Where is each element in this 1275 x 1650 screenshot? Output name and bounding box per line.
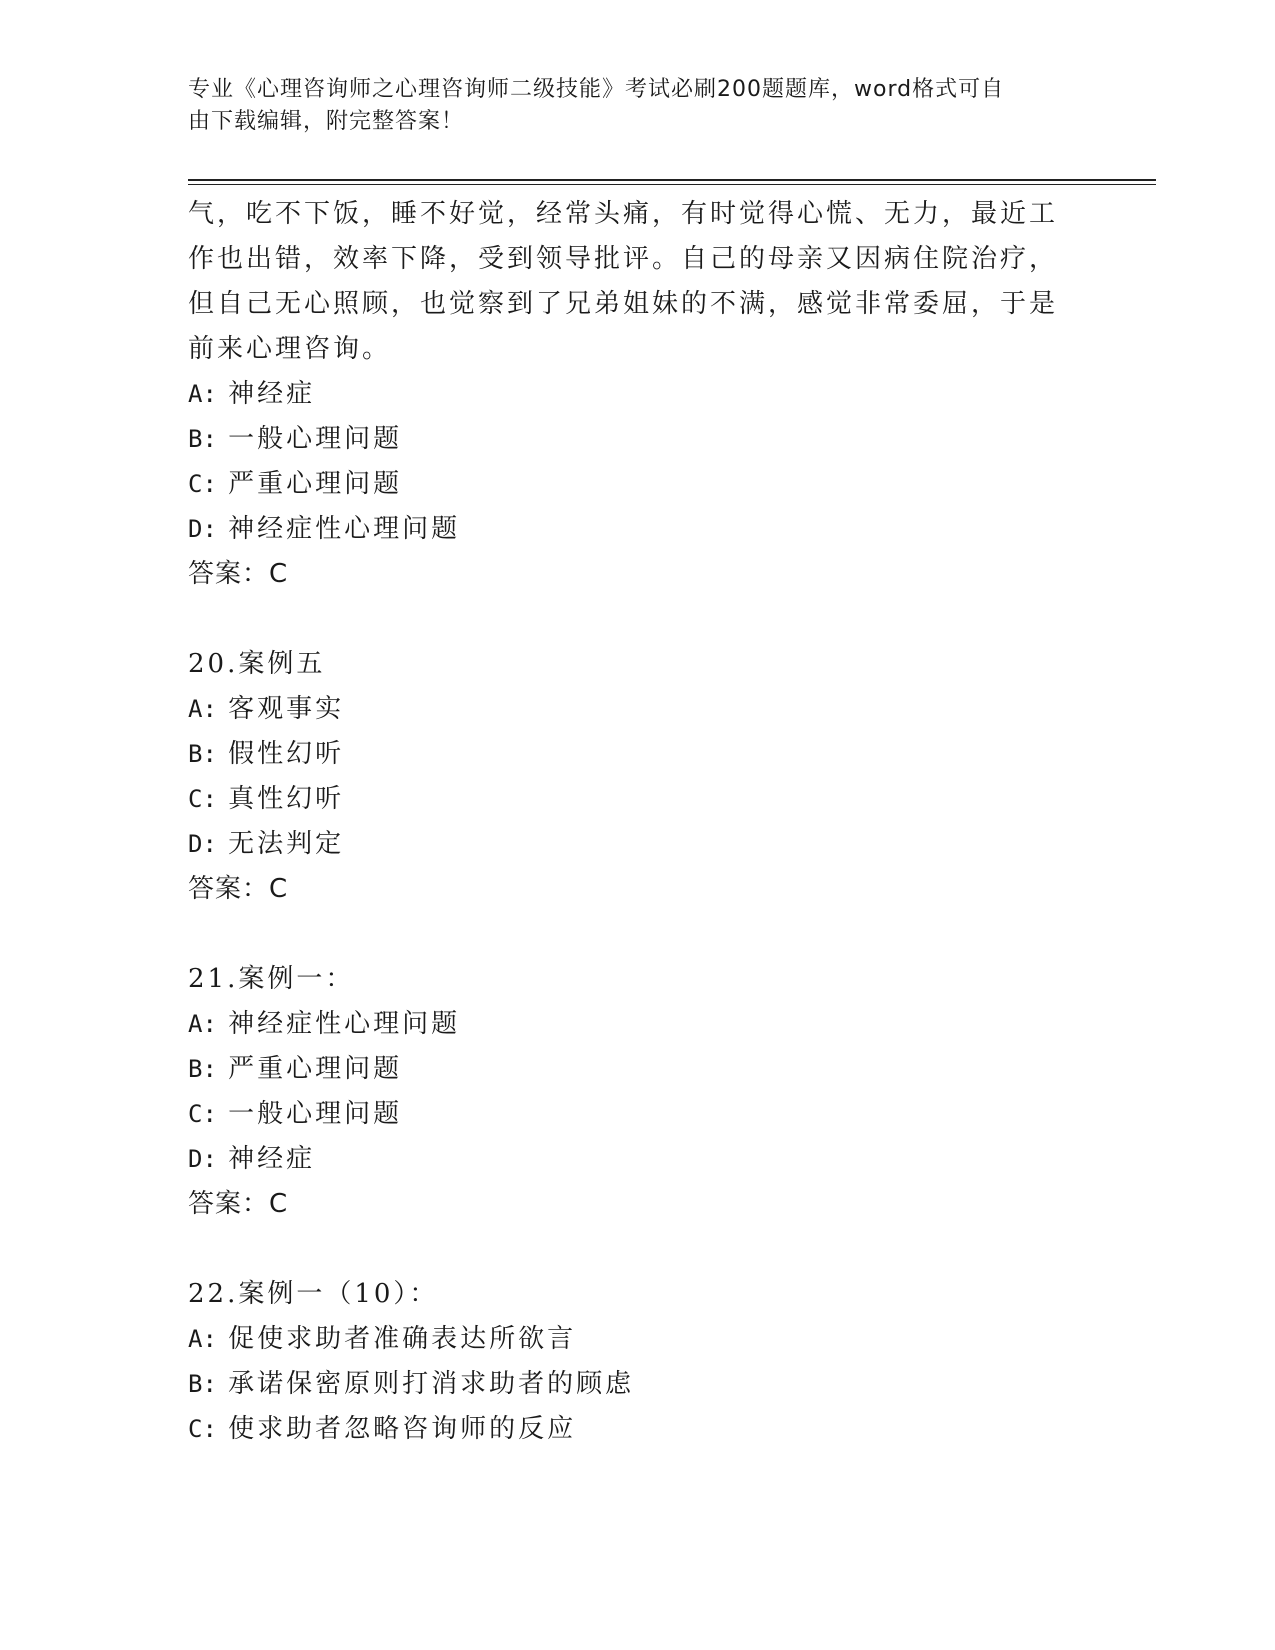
option-c (188, 1407, 1088, 1452)
option-letter: C: (188, 785, 217, 813)
option-b (188, 417, 1088, 462)
option-letter: D: (188, 830, 217, 858)
option-letter: A: (188, 695, 217, 723)
option-letter: B: (188, 1055, 217, 1083)
option-letter: D: (188, 515, 217, 543)
option-letter: C: (188, 1415, 217, 1443)
option-letter: C: (188, 470, 217, 498)
option-text: 承诺保密原则打消求助者的顾虑 (228, 1369, 635, 1399)
question-21-title: 21.案例一： (188, 964, 355, 994)
option-b (188, 1362, 1088, 1407)
question-19-answer: 答案：C (188, 559, 289, 589)
option-text: 严重心理问题 (228, 469, 403, 499)
option-text: 神经症性心理问题 (228, 1009, 461, 1039)
option-text: 神经症 (228, 379, 316, 409)
option-d (188, 1137, 1088, 1182)
option-c (188, 777, 1088, 822)
header-line-1: 专业《心理咨询师之心理咨询师二级技能》考试必刷200题题库，word格式可自 (188, 77, 1005, 102)
option-letter: D: (188, 1145, 217, 1173)
option-letter: C: (188, 1100, 217, 1128)
option-text: 促使求助者准确表达所欲言 (228, 1324, 577, 1354)
option-a (188, 372, 1088, 417)
stem-line: 作也出错，效率下降，受到领导批评。自己的母亲又因病住院治疗， (188, 244, 1059, 274)
option-text: 真性幻听 (228, 784, 345, 814)
option-text: 一般心理问题 (228, 1099, 403, 1129)
document-body (188, 192, 1088, 1452)
option-c (188, 462, 1088, 507)
option-letter: B: (188, 740, 217, 768)
option-text: 使求助者忽略咨询师的反应 (228, 1414, 577, 1444)
option-text: 一般心理问题 (228, 424, 403, 454)
question-19-stem (188, 192, 1088, 372)
question-22-title: 22.案例一（10）： (188, 1279, 439, 1309)
option-d (188, 507, 1088, 552)
question-20-title: 20.案例五 (188, 649, 326, 679)
stem-line: 但自己无心照顾，也觉察到了兄弟姐妹的不满，感觉非常委屈，于是 (188, 289, 1059, 319)
option-letter: A: (188, 380, 217, 408)
option-letter: B: (188, 425, 217, 453)
option-a (188, 1317, 1088, 1362)
option-text: 严重心理问题 (228, 1054, 403, 1084)
option-text: 假性幻听 (228, 739, 345, 769)
question-21-answer: 答案：C (188, 1189, 289, 1219)
option-letter: A: (188, 1010, 217, 1038)
option-a (188, 1002, 1088, 1047)
option-b (188, 732, 1088, 777)
header-divider-thin (188, 184, 1156, 185)
stem-line: 前来心理咨询。 (188, 334, 392, 364)
header-line-2: 由下载编辑，附完整答案！ (188, 109, 465, 134)
page-header (188, 74, 1068, 138)
option-text: 客观事实 (228, 694, 345, 724)
question-19-options (188, 372, 1088, 552)
option-c (188, 1092, 1088, 1137)
question-20-answer: 答案：C (188, 874, 289, 904)
option-text: 无法判定 (228, 829, 345, 859)
option-letter: A: (188, 1325, 217, 1353)
option-b (188, 1047, 1088, 1092)
option-a (188, 687, 1088, 732)
option-letter: B: (188, 1370, 217, 1398)
header-divider-thick (188, 179, 1156, 181)
stem-line: 气，吃不下饭，睡不好觉，经常头痛，有时觉得心慌、无力，最近工 (188, 199, 1059, 229)
option-text: 神经症性心理问题 (228, 514, 461, 544)
option-text: 神经症 (228, 1144, 316, 1174)
option-d (188, 822, 1088, 867)
